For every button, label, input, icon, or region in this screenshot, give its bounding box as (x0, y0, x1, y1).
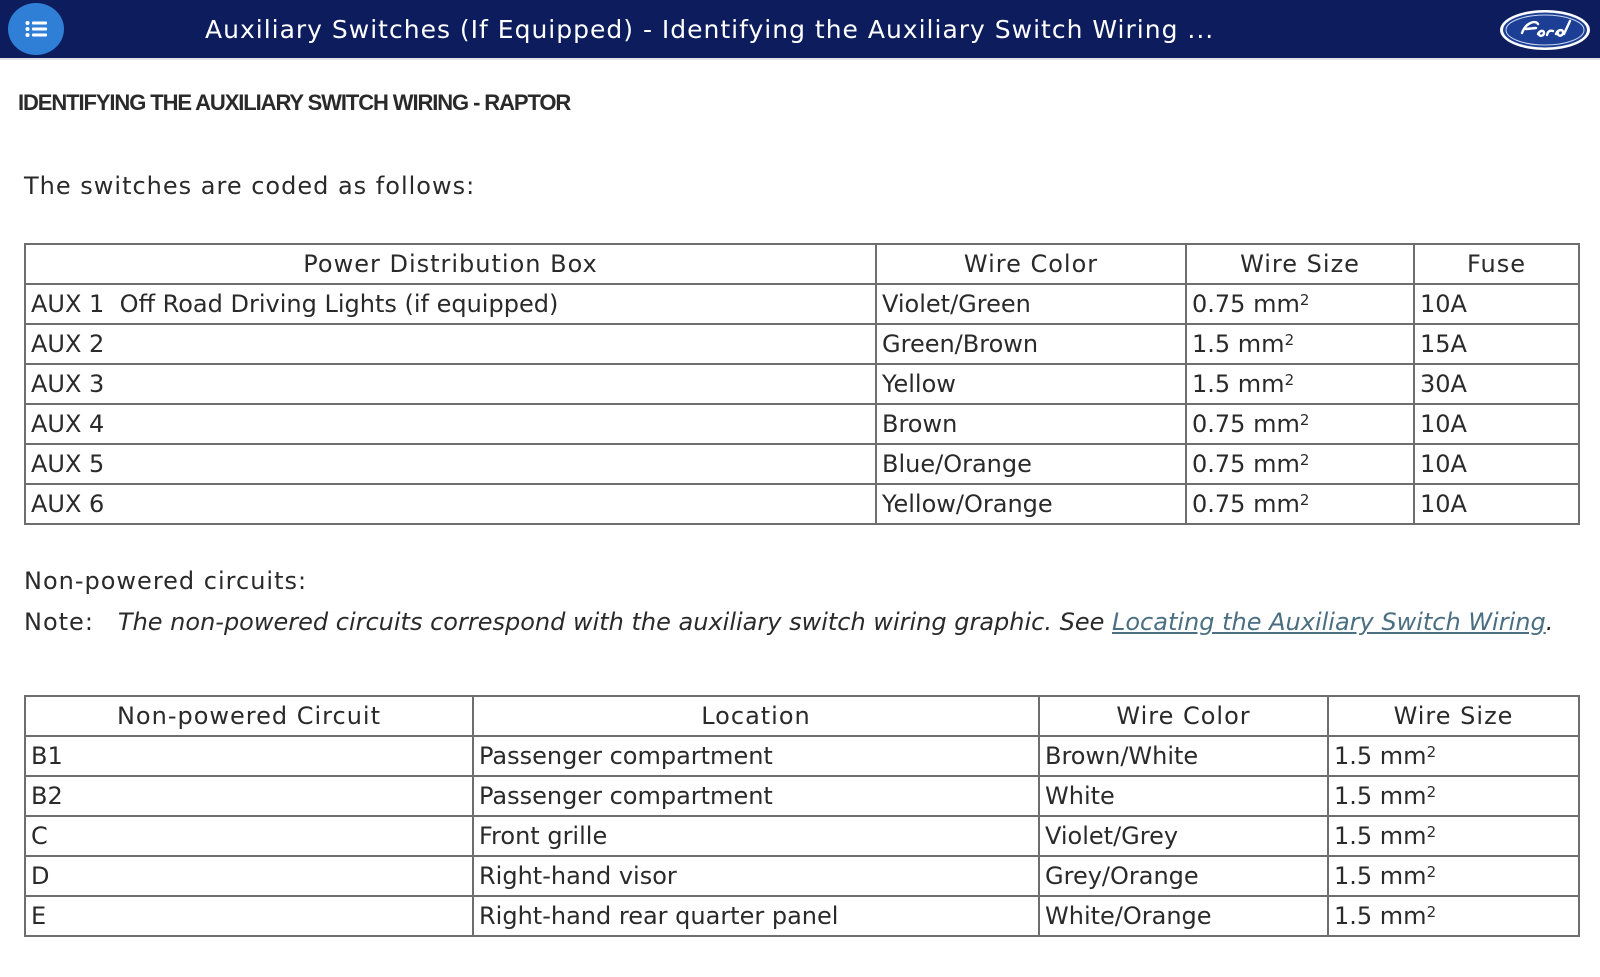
wire-color-cell: Brown/White (1039, 736, 1328, 776)
table-row (25, 284, 1579, 324)
box-cell (25, 284, 876, 324)
wire-size-cell: 1.5 $mm^2$ (1328, 776, 1579, 816)
aux-label: AUX 6 (31, 490, 105, 518)
wire-size-cell: 1.5 $mm^2$ (1186, 364, 1414, 404)
box-cell (25, 324, 876, 364)
aux-label: AUX 3 (31, 370, 105, 398)
wire-size-cell: 0.75 $mm^2$ (1186, 444, 1414, 484)
box-cell (25, 364, 876, 404)
menu-button[interactable] (8, 3, 64, 55)
column-header: Location (473, 696, 1039, 736)
wire-size-cell: 1.5 $mm^2$ (1328, 816, 1579, 856)
non-powered-circuit-table (24, 695, 1580, 937)
table-row (25, 856, 1579, 896)
aux-label: AUX 5 (31, 450, 105, 478)
aux-description: Off Road Driving Lights (if equipped) (119, 290, 559, 318)
fuse-cell: 10A (1414, 484, 1579, 524)
circuit-cell: B2 (25, 776, 473, 816)
aux-label: AUX 1 (31, 290, 105, 318)
location-cell: Right-hand visor (473, 856, 1039, 896)
column-header: Wire Size (1186, 244, 1414, 284)
circuit-cell: B1 (25, 736, 473, 776)
note-label: Note: (24, 608, 94, 636)
box-cell (25, 444, 876, 484)
fuse-cell: 10A (1414, 284, 1579, 324)
circuit-cell: C (25, 816, 473, 856)
column-header: Power Distribution Box (25, 244, 876, 284)
location-cell: Passenger compartment (473, 736, 1039, 776)
non-powered-heading: Non-powered circuits: (24, 567, 308, 595)
box-cell (25, 404, 876, 444)
table-row (25, 364, 1579, 404)
wire-color-cell: Yellow (876, 364, 1186, 404)
table-header-row (25, 696, 1579, 736)
wire-size-cell: 1.5 $mm^2$ (1328, 856, 1579, 896)
table-row (25, 736, 1579, 776)
wire-color-cell: White/Orange (1039, 896, 1328, 936)
wire-color-cell: Yellow/Orange (876, 484, 1186, 524)
wire-color-cell: Green/Brown (876, 324, 1186, 364)
aux-label: AUX 4 (31, 410, 105, 438)
wire-color-cell: White (1039, 776, 1328, 816)
wire-color-cell: Blue/Orange (876, 444, 1186, 484)
table-row (25, 484, 1579, 524)
circuit-cell: E (25, 896, 473, 936)
wire-size-cell: 1.5 $mm^2$ (1186, 324, 1414, 364)
fuse-cell: 15A (1414, 324, 1579, 364)
column-header: Wire Size (1328, 696, 1579, 736)
wire-size-cell: 0.75 $mm^2$ (1186, 284, 1414, 324)
column-header: Wire Color (1039, 696, 1328, 736)
top-bar (0, 0, 1600, 60)
table-row (25, 816, 1579, 856)
column-header: Fuse (1414, 244, 1579, 284)
location-cell: Right-hand rear quarter panel (473, 896, 1039, 936)
wire-size-cell: 0.75 $mm^2$ (1186, 404, 1414, 444)
note-text: The non-powered circuits correspond with the auxiliary switch wiring graphic. See (117, 608, 1112, 636)
ford-logo (1498, 8, 1592, 52)
column-header: Non-powered Circuit (25, 696, 473, 736)
note (24, 608, 1564, 637)
list-icon (25, 20, 47, 38)
table-row (25, 776, 1579, 816)
wire-color-cell: Violet/Green (876, 284, 1186, 324)
page-title: Auxiliary Switches (If Equipped) - Identifying the Auxiliary Switch Wiring ... (205, 15, 1215, 44)
location-cell: Passenger compartment (473, 776, 1039, 816)
fuse-cell: 30A (1414, 364, 1579, 404)
wire-size-cell: 1.5 $mm^2$ (1328, 896, 1579, 936)
wire-size-cell: 1.5 $mm^2$ (1328, 736, 1579, 776)
locating-wiring-link[interactable]: Locating the Auxiliary Switch Wiring (1111, 608, 1546, 636)
table-header-row (25, 244, 1579, 284)
wire-color-cell: Violet/Grey (1039, 816, 1328, 856)
table-row (25, 896, 1579, 936)
wire-color-cell: Brown (876, 404, 1186, 444)
table-row (25, 444, 1579, 484)
note-end: . (1545, 608, 1554, 636)
column-header: Wire Color (876, 244, 1186, 284)
fuse-cell: 10A (1414, 404, 1579, 444)
fuse-cell: 10A (1414, 444, 1579, 484)
section-heading: IDENTIFYING THE AUXILIARY SWITCH WIRING - RAPTOR (18, 90, 571, 115)
table-row (25, 404, 1579, 444)
wire-size-cell: 0.75 $mm^2$ (1186, 484, 1414, 524)
intro-text: The switches are coded as follows: (24, 172, 476, 200)
aux-label: AUX 2 (31, 330, 105, 358)
wire-color-cell: Grey/Orange (1039, 856, 1328, 896)
power-distribution-table (24, 243, 1580, 525)
circuit-cell: D (25, 856, 473, 896)
table-row (25, 324, 1579, 364)
box-cell (25, 484, 876, 524)
location-cell: Front grille (473, 816, 1039, 856)
